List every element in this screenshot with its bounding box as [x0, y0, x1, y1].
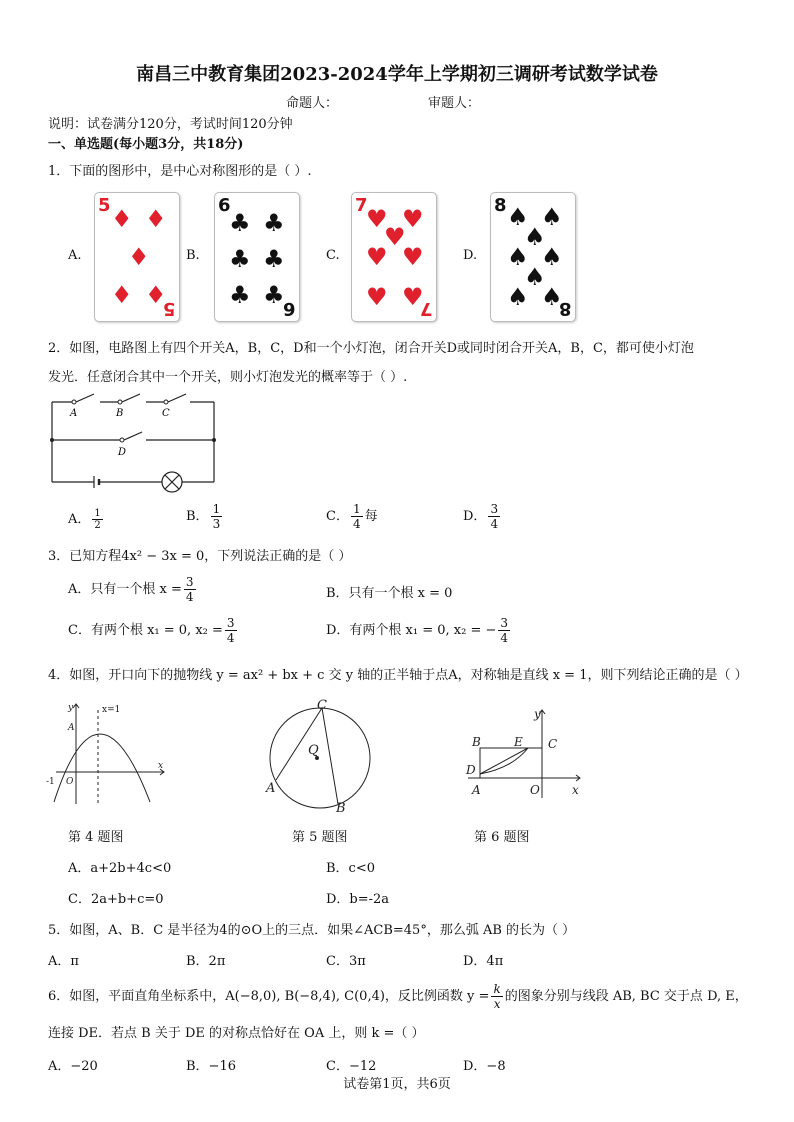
club-icon: ♣ [229, 245, 251, 273]
q3-stem: 3．已知方程4x² − 3x = 0，下列说法正确的是（ ） [48, 549, 352, 564]
club-icon: ♣ [263, 281, 285, 309]
circuit-diagram [44, 392, 224, 494]
card-rank: 5 [98, 195, 111, 216]
q5-option-d: D．4π [463, 954, 504, 969]
q5-stem: 5．如图，A、B．C 是半径为4的⊙O上的三点．如果∠ACB=45°，那么弧 AB 的长为（ ） [48, 923, 576, 938]
fig4-point-a-label: A [68, 723, 75, 733]
q3-option-c: C．有两个根 x₁ = 0, x₂ = $\frac{3}{4}$ [68, 616, 235, 645]
spade-icon: ♠ [541, 243, 563, 271]
q5-option-a: A．π [48, 954, 79, 969]
heart-icon: ♥ [402, 283, 424, 311]
q1-option-c: C. [326, 248, 340, 263]
spade-icon: ♠ [524, 223, 546, 251]
fig4-y-label: y [68, 703, 74, 713]
card-rank: 6 [283, 298, 296, 319]
q6-stem-line1: 6．如图，平面直角坐标系中，A(−8,0), B(−8,4), C(0,4)，反比例函数 y = $\frac{k}{x}$ 的图象分别与线段 AB, BC 交于点 D, E， [48, 982, 748, 1011]
q2-stem-line1: 2．如图，电路图上有四个开关A，B，C，D和一个小灯泡，闭合开关D或同时闭合开关A，B，C，都可使小灯泡 [48, 341, 694, 356]
q4-stem: 4．如图，开口向下的抛物线 y = ax² + bx + c 交 y 轴的正半轴于点A，对称轴是直线 x = 1，则下列结论正确的是（ ） [48, 668, 748, 683]
fig6-y-label: y [534, 707, 541, 721]
q1-stem: 1．下面的图形中，是中心对称图形的是（ ）. [48, 164, 312, 179]
diamond-icon: ♦ [111, 281, 133, 309]
q6-option-d: D．−8 [463, 1059, 506, 1074]
diamond-icon: ♦ [128, 243, 150, 271]
q4-option-c: C．2a+b+c=0 [68, 892, 164, 907]
q5-option-b: B．2π [186, 954, 226, 969]
playing-card-5-diamonds [94, 192, 180, 322]
heart-icon: ♥ [366, 283, 388, 311]
club-icon: ♣ [263, 245, 285, 273]
spade-icon: ♠ [507, 203, 529, 231]
fig4-x-label: x [158, 761, 164, 771]
fig4-neg1-label: -1 [46, 777, 55, 787]
q6-option-b: B．−16 [186, 1059, 236, 1074]
heart-icon: ♥ [402, 205, 424, 233]
q3-option-a: A．只有一个根 x = $\frac{3}{4}$ [68, 575, 194, 604]
spade-icon: ♠ [541, 203, 563, 231]
club-icon: ♣ [229, 281, 251, 309]
card-rank: 8 [494, 195, 507, 216]
heart-icon: ♥ [366, 205, 388, 233]
q2-option-b: B． $\frac{1}{3}$ [186, 502, 221, 531]
spade-icon: ♠ [507, 243, 529, 271]
q2-option-d: D． $\frac{3}{4}$ [463, 502, 499, 531]
switch-d-label: D [118, 447, 127, 458]
fig6-point-b-label: B [472, 735, 481, 749]
fig4-origin-label: O [66, 777, 74, 787]
q6-option-c: C．−12 [326, 1059, 377, 1074]
card-rank: 6 [218, 195, 231, 216]
page-footer: 试卷第1页，共6页 [343, 1077, 451, 1092]
fig5-point-a-label: A [266, 781, 276, 796]
spade-icon: ♠ [524, 263, 546, 291]
diamond-icon: ♦ [111, 205, 133, 233]
fig5-caption: 第 5 题图 [292, 830, 348, 845]
q1-option-b: B. [186, 248, 200, 263]
q3-option-b: B．只有一个根 x = 0 [326, 586, 453, 601]
fig6-origin-label: O [530, 783, 540, 797]
diamond-icon: ♦ [145, 281, 167, 309]
q1-option-a: A. [68, 248, 82, 263]
spade-icon: ♠ [507, 283, 529, 311]
playing-card-6-clubs [214, 192, 300, 322]
fig5-center-q-label: Q [308, 743, 319, 758]
fig6-point-a-label: A [472, 783, 481, 797]
q2-stem-line2: 发光．任意闭合其中一个开关，则小灯泡发光的概率等于（ ）. [48, 370, 408, 385]
card-rank: 7 [420, 298, 433, 319]
q4-option-b: B．c<0 [326, 861, 375, 876]
q5-option-c: C．3π [326, 954, 366, 969]
setter-label: 命题人： [286, 96, 339, 111]
q6-option-a: A．−20 [48, 1059, 98, 1074]
diamond-icon: ♦ [145, 205, 167, 233]
fig5-point-b-label: B [336, 801, 346, 816]
fig6-point-e-label: E [514, 735, 523, 749]
q1-option-d: D. [463, 248, 478, 263]
card-rank: 7 [355, 195, 368, 216]
q3-option-d: D．有两个根 x₁ = 0, x₂ = − $\frac{3}{4}$ [326, 616, 509, 645]
reviewer-label: 审题人： [428, 96, 481, 111]
fig6-caption: 第 6 题图 [474, 830, 530, 845]
fig5-point-c-label: C [317, 698, 327, 713]
heart-icon: ♥ [366, 243, 388, 271]
card-rank: 8 [559, 298, 572, 319]
switch-c-label: C [162, 408, 170, 419]
page-title: 南昌三中教育集团2023-2024学年上学期初三调研考试数学试卷 [136, 64, 658, 85]
section-heading: 一、单选题(每小题3分，共18分) [48, 137, 244, 152]
q4-option-d: D．b=-2a [326, 892, 390, 907]
q2-option-a: A． $\frac{1}{2}$ [68, 508, 101, 531]
switch-a-label: A [70, 408, 78, 419]
fig4-caption: 第 4 题图 [68, 830, 124, 845]
figure-6-rectangle [462, 704, 592, 804]
figure-5-circle [262, 696, 382, 816]
card-rank: 5 [163, 298, 176, 319]
playing-card-8-spades [490, 192, 576, 322]
q4-option-a: A．a+2b+4c<0 [68, 861, 172, 876]
spade-icon: ♠ [541, 283, 563, 311]
fig6-x-label: x [572, 783, 579, 797]
fig4-axis-label: x=1 [102, 705, 121, 715]
club-icon: ♣ [263, 209, 285, 237]
fig6-point-d-label: D [466, 763, 476, 777]
fig6-point-c-label: C [548, 737, 558, 751]
heart-icon: ♥ [402, 243, 424, 271]
switch-b-label: B [116, 408, 124, 419]
figure-4-parabola [42, 700, 172, 810]
heart-icon: ♥ [384, 223, 406, 251]
q2-option-c: C． $\frac{1}{4}$ 每 [326, 502, 378, 531]
exam-note: 说明：试卷满分120分，考试时间120分钟 [48, 117, 293, 132]
club-icon: ♣ [229, 209, 251, 237]
playing-card-7-hearts [351, 192, 437, 322]
q6-stem-line2: 连接 DE．若点 B 关于 DE 的对称点恰好在 OA 上，则 k =（ ） [48, 1026, 425, 1041]
